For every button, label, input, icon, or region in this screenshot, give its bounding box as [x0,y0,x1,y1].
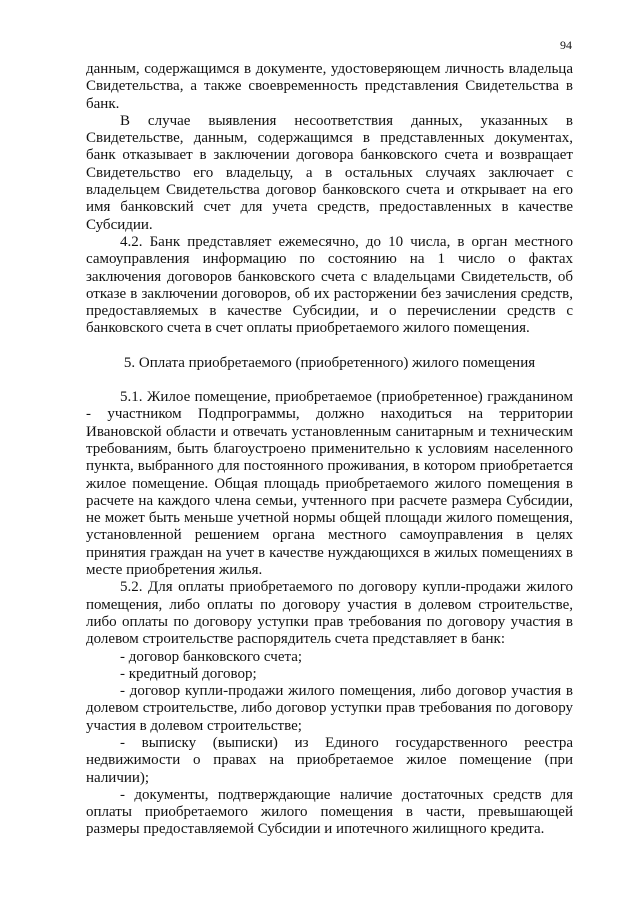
section-heading: 5. Оплата приобретаемого (приобретенного) жилого помещения [123,354,536,371]
paragraph-4-2: 4.2. Банк представляет ежемесячно, до 10 числа, в орган местного самоуправления информацию по состоянию на 1 число о фактах заключения договоров банковского счета с владельцами Свидетельств, об отказе в заключении договоров, об их расторжении без зачисления средств, предоставляемых в качестве Субсидии, и о перечислении средств с банковского счета в счет оплаты приобретаемого жилого помещения. [86,233,573,337]
list-item: - договор банковского счета; [120,648,303,665]
list-item: - кредитный договор; [120,665,257,682]
list-item: - выписку (выписки) из Единого государственного реестра недвижимости о правах на приобретаемое жилое помещение (при наличии); [86,734,573,786]
list-item: - документы, подтверждающие наличие достаточных средств для оплаты приобретаемого жилого помещения в части, превышающей размеры предоставляемой Субсидии и ипотечного жилищного кредита. [86,786,573,838]
paragraph-continuation: данным, содержащимся в документе, удостоверяющем личность владельца Свидетельства, а также своевременность представления Свидетельства в банк. [86,61,573,112]
paragraph-5-2: 5.2. Для оплаты приобретаемого по договору купли-продажи жилого помещения, либо оплаты по договору участия в долевом строительстве, либо оплаты по договору уступки прав требования по договору участия в долевом строительстве распорядитель счета представляет в банк: [86,579,573,648]
paragraph-5-1: 5.1. Жилое помещение, приобретаемое (приобретенное) гражданином - участником Подпрограммы, должно находиться на территории Ивановской области и отвечать установленным санитарным и техническим требованиям, быть благоустроено применительно к условиям населенного пункта, выбранного для постоянного проживания, в котором приобретается жилое помещение. Общая площадь приобретаемого жилого помещения в расчете на каждого члена семьи, учтенного при расчете размера Субсидии, не может быть меньше учетной нормы общей площади жилого помещения, установленной решением органа местного самоуправления в целях принятия граждан на учет в качестве нуждающихся в жилых помещениях в месте приобретения жилья. [86,389,573,579]
document-body [86,61,573,839]
page-number: 94 [560,38,572,52]
paragraph-mismatch-case: В случае выявления несоответствия данных, указанных в Свидетельстве, данным, содержащимся в представленных документах, банк отказывает в заключении договора банковского счета и возвращает Свидетельство его владельцу, а в остальных случаях заключает с владельцем Свидетельства договор банковского счета и открывает на его имя банковский счет для учета средств, предоставленных в качестве Субсидии. [86,112,573,233]
list-item: - договор купли-продажи жилого помещения, либо договор участия в долевом строительстве, либо договор уступки прав требования по договору участия в долевом строительстве; [86,683,573,734]
